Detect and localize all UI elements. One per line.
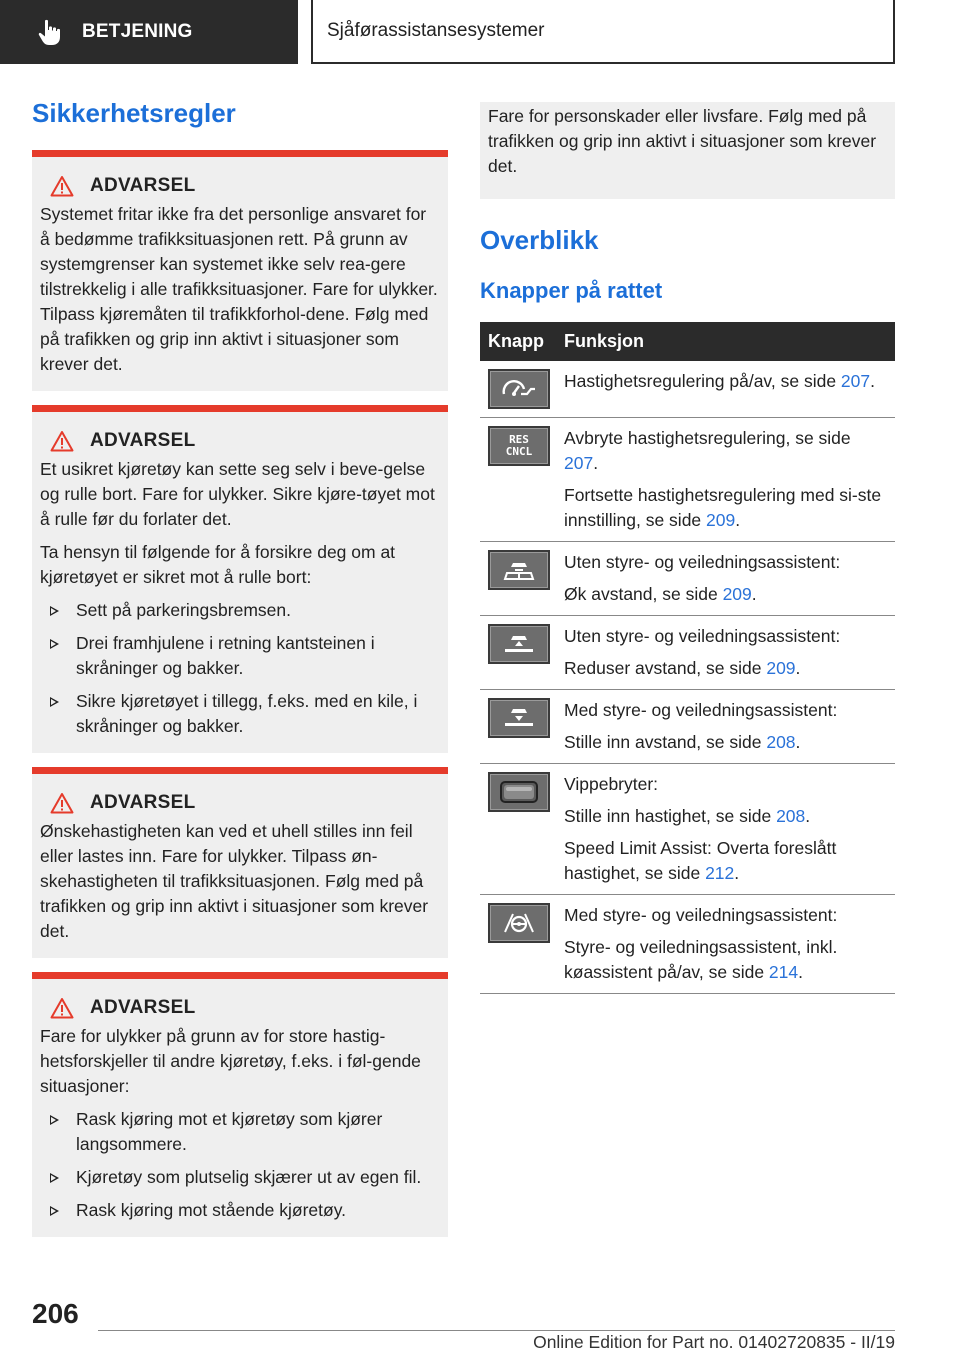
list-item-text: Sikre kjøretøyet i tillegg, f.eks. med en kile, i skråninger og bakker.	[76, 691, 418, 736]
function-text	[564, 483, 887, 533]
button-cell	[480, 895, 556, 994]
function-description: Uten styre- og veiledningsassistent:	[564, 552, 841, 572]
function-description: Stille inn avstand, se side	[564, 732, 767, 752]
page-reference-link[interactable]: 209	[766, 658, 796, 678]
chapter-title: Sjåførassistansesystemer	[327, 20, 545, 41]
left-column	[32, 98, 448, 1237]
function-text	[564, 772, 887, 797]
bullet-triangle-icon	[50, 697, 59, 707]
section-title: BETJENING	[82, 21, 193, 42]
distance-set-icon	[488, 698, 550, 738]
list-item	[40, 1107, 440, 1157]
punctuation: .	[795, 732, 801, 752]
function-description: Uten styre- og veiledningsassistent:	[564, 626, 841, 646]
page-reference-link[interactable]: 207	[840, 371, 871, 391]
chapter-tab	[311, 0, 895, 64]
function-description: Fortsette hastighetsregulering med si-ste innstilling, se side	[564, 485, 882, 530]
button-cell	[480, 764, 556, 895]
list-item	[40, 1165, 440, 1190]
edition-footer: Online Edition for Part no. 01402720835 - II/19	[533, 1332, 895, 1352]
warning-header	[50, 790, 440, 815]
function-cell	[556, 690, 895, 764]
table-header-row	[480, 322, 895, 361]
page-reference-link[interactable]: 214	[768, 962, 799, 982]
warning-list	[40, 1107, 440, 1223]
function-description: Speed Limit Assist: Overta foreslått hastighet, se side	[564, 838, 837, 883]
page-reference-link[interactable]: 212	[705, 863, 735, 883]
function-text	[564, 836, 887, 886]
function-description: Med styre- og veiledningsassistent:	[564, 700, 838, 720]
function-cell	[556, 764, 895, 895]
table-row	[480, 542, 895, 616]
punctuation: .	[751, 584, 757, 604]
function-description: Vippebryter:	[564, 774, 659, 794]
punctuation: .	[735, 510, 741, 530]
list-item-text: Sett på parkeringsbremsen.	[76, 600, 291, 620]
warning-box	[32, 150, 448, 391]
function-text	[564, 804, 887, 829]
function-description: Avbryte hastighetsregulering, se side	[564, 428, 851, 448]
button-cell	[480, 616, 556, 690]
steering-assist-icon	[488, 903, 550, 943]
punctuation: .	[798, 962, 803, 982]
function-text	[564, 369, 887, 394]
function-text	[564, 582, 887, 607]
column-header-button: Knapp	[480, 322, 556, 361]
warning-box	[32, 972, 448, 1237]
function-description: Hastighetsregulering på/av, se side	[564, 371, 841, 391]
list-item	[40, 631, 440, 681]
list-item-text: Drei framhjulene i retning kantsteinen i skråninger og bakker.	[76, 633, 375, 678]
page-reference-link[interactable]: 208	[776, 806, 806, 826]
buttons-table	[480, 322, 895, 994]
bullet-triangle-icon	[50, 639, 59, 649]
distance-increase-icon	[488, 550, 550, 590]
warning-label: ADVARSEL	[90, 175, 196, 196]
bullet-triangle-icon	[50, 1115, 59, 1125]
function-text	[564, 656, 887, 681]
list-item	[40, 689, 440, 739]
res-cncl-icon	[488, 426, 550, 466]
function-cell	[556, 542, 895, 616]
list-item-text: Rask kjøring mot stående kjøretøy.	[76, 1200, 347, 1220]
warning-label: ADVARSEL	[90, 997, 196, 1018]
table-row	[480, 764, 895, 895]
punctuation: .	[805, 806, 811, 826]
function-text	[564, 935, 887, 985]
table-row	[480, 418, 895, 542]
button-cell	[480, 542, 556, 616]
list-item-text: Rask kjøring mot et kjøretøy som kjører langsommere.	[76, 1109, 383, 1154]
cncl-label: CNCL	[505, 445, 533, 458]
column-header-function: Funksjon	[556, 322, 895, 361]
warning-box	[32, 767, 448, 958]
page-reference-link[interactable]: 207	[564, 453, 594, 473]
speedometer-icon	[488, 369, 550, 409]
continuation-text: Fare for personskader eller livsfare. Følg med på trafikken og grip inn aktivt i situasjoner som krever det.	[488, 106, 877, 176]
function-description: Reduser avstand, se side	[564, 658, 767, 678]
bullet-triangle-icon	[50, 606, 59, 616]
warning-header	[50, 428, 440, 453]
function-text	[564, 426, 887, 476]
warning-text: Ønskehastigheten kan ved et uhell stilles inn feil eller lastes inn. Fare for ulykker. Tilpass øn-skehastigheten til trafikksituasjonen. Følg med på trafikken og grip inn aktivt i situasjoner som krever det.	[40, 821, 429, 941]
bullet-triangle-icon	[50, 1173, 59, 1183]
punctuation: .	[795, 658, 801, 678]
bullet-triangle-icon	[50, 1206, 59, 1216]
function-text	[564, 903, 887, 928]
table-row	[480, 895, 895, 994]
page-reference-link[interactable]: 208	[766, 732, 796, 752]
page-number: 206	[32, 1298, 79, 1329]
warning-triangle-icon	[50, 792, 74, 814]
res-label: RES	[509, 433, 529, 446]
button-cell	[480, 690, 556, 764]
list-item	[40, 598, 440, 623]
list-item	[40, 1198, 440, 1223]
warning-header	[50, 995, 440, 1020]
table-row	[480, 616, 895, 690]
function-text	[564, 550, 887, 575]
button-cell	[480, 418, 556, 542]
section-heading: Sikkerhetsregler	[32, 98, 236, 128]
warning-header	[50, 173, 440, 198]
function-description: Styre- og veiledningsassistent, inkl. køassistent på/av, se side	[564, 937, 838, 982]
punctuation: .	[593, 453, 599, 473]
right-column	[480, 102, 895, 994]
punctuation: .	[734, 863, 740, 883]
page-reference-link[interactable]: 209	[722, 584, 752, 604]
overview-heading: Overblikk	[480, 225, 599, 255]
list-item-text: Kjøretøy som plutselig skjærer ut av egen fil.	[76, 1167, 422, 1187]
warning-text: Ta hensyn til følgende for å forsikre deg om at kjøretøyet er sikret mot å rulle bort:	[40, 542, 396, 587]
warning-text: Et usikret kjøretøy kan sette seg selv i beve-gelse og rulle bort. Fare for ulykker. Sikre kjøre-tøyet mot å rulle før du forlater det.	[40, 459, 435, 529]
warning-list	[40, 598, 440, 739]
function-description: Med styre- og veiledningsassistent:	[564, 905, 838, 925]
table-row	[480, 690, 895, 764]
warning-continuation	[480, 102, 895, 199]
function-description: Øk avstand, se side	[564, 584, 723, 604]
hand-pointer-icon	[34, 17, 64, 47]
page-reference-link[interactable]: 209	[706, 510, 736, 530]
function-text	[564, 730, 887, 755]
warning-triangle-icon	[50, 430, 74, 452]
footer-divider	[98, 1330, 895, 1331]
warning-text: Systemet fritar ikke fra det personlige ansvaret for å bedømme trafikksituasjonen rett. På grunn av systemgrenser kan systemet ikke selv rea-gere tilstrekkelig i alle trafikksituasjoner. Fare for ulykker. Tilpass kjøremåten til trafikkforhol-dene. Følg med på trafikken og grip inn aktivt i situasjoner som krever det.	[40, 204, 438, 374]
section-tab	[0, 0, 298, 64]
function-text	[564, 624, 887, 649]
rocker-switch-icon	[488, 772, 550, 812]
warning-box	[32, 405, 448, 753]
warning-label: ADVARSEL	[90, 430, 196, 451]
function-cell	[556, 616, 895, 690]
punctuation: .	[870, 371, 875, 391]
function-cell	[556, 418, 895, 542]
table-row	[480, 361, 895, 418]
function-description: Stille inn hastighet, se side	[564, 806, 777, 826]
function-cell	[556, 895, 895, 994]
warning-triangle-icon	[50, 175, 74, 197]
distance-decrease-icon	[488, 624, 550, 664]
button-cell	[480, 361, 556, 418]
warning-triangle-icon	[50, 997, 74, 1019]
warning-label: ADVARSEL	[90, 792, 196, 813]
function-cell	[556, 361, 895, 418]
warning-text: Fare for ulykker på grunn av for store hastig-hetsforskjeller til andre kjøretøy, f.eks. i føl-gende situasjoner:	[40, 1026, 421, 1096]
buttons-subheading: Knapper på rattet	[480, 278, 663, 303]
function-text	[564, 698, 887, 723]
